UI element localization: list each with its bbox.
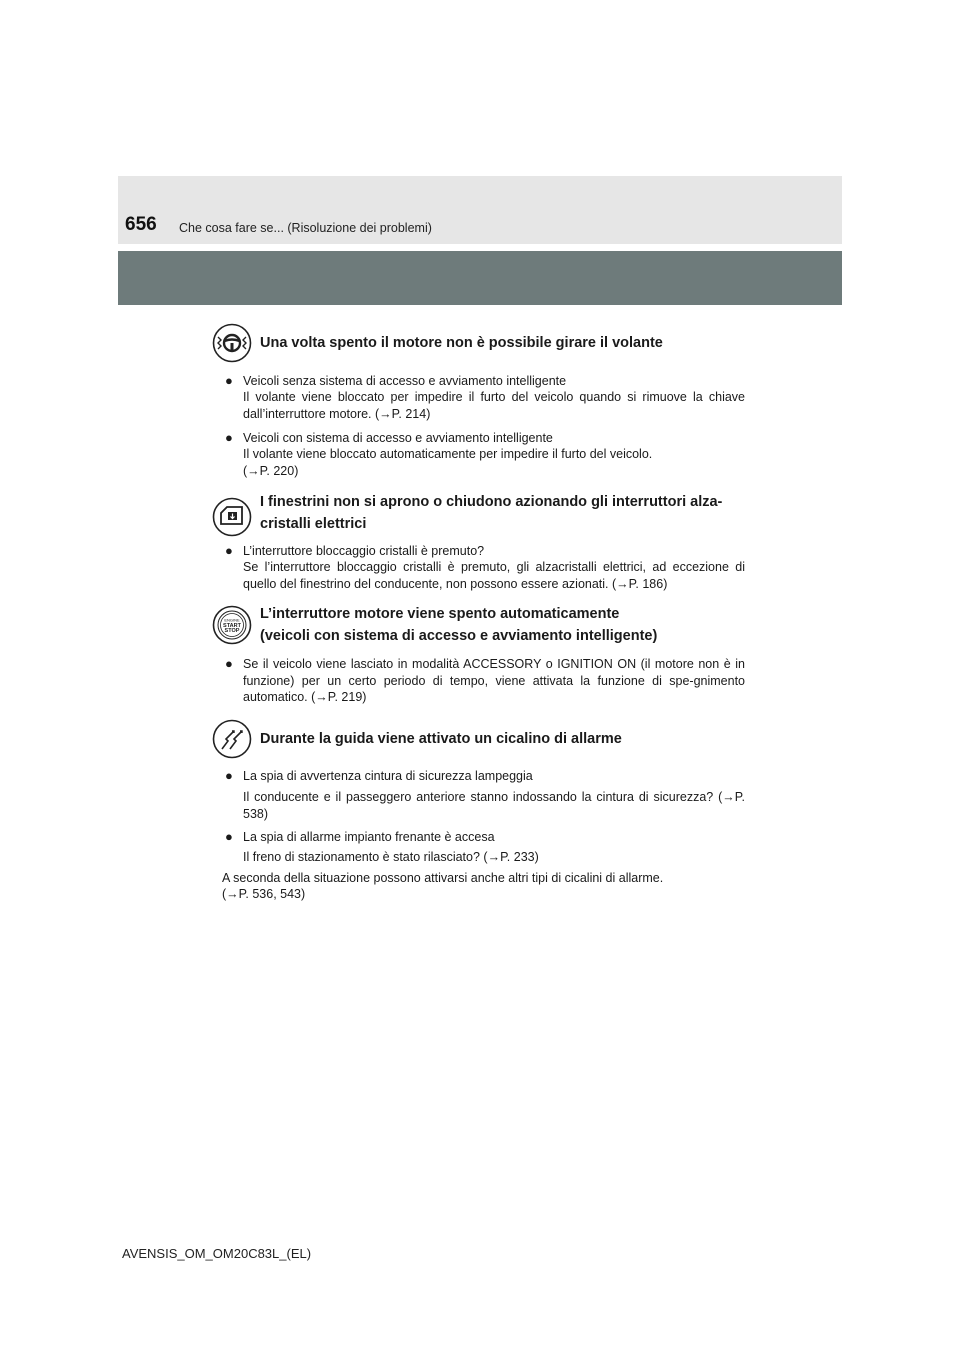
item-text: Il volante viene bloccato per impedire il furto del veicolo quando si rimuove la chiave dall’interruttore motore. (→P. 214) — [243, 390, 745, 421]
item-text: (→P. 220) — [243, 464, 299, 478]
item-text: Il freno di stazionamento è stato rilasciato? (→P. 233) — [243, 850, 539, 864]
engine-start-stop-icon — [212, 605, 252, 645]
section-heading: Durante la guida viene attivato un cicalino di allarme — [260, 731, 622, 747]
item-title: Veicoli senza sistema di accesso e avviamento intelligente — [243, 374, 567, 388]
section-heading: Una volta spento il motore non è possibile girare il volante — [260, 335, 663, 351]
svg-text:ENGINE: ENGINE — [224, 617, 240, 623]
item-text: Il conducente e il passeggero anteriore stanno indossando la cintura di sicurezza? (→P. 538) — [243, 790, 745, 821]
closing-reference: (→P. 536, 543) — [222, 887, 306, 901]
bullet-icon: ● — [225, 768, 233, 783]
svg-text:STOP: STOP — [224, 628, 240, 634]
steering-wheel-icon — [212, 323, 252, 363]
bullet-icon: ● — [225, 829, 233, 844]
bullet-icon: ● — [225, 373, 233, 388]
section-band — [118, 251, 842, 305]
page-number: 656 — [125, 214, 157, 235]
svg-text:START: START — [223, 622, 241, 629]
alarm-buzzer-icon — [212, 719, 252, 759]
item-text: Il volante viene bloccato automaticamente per impedire il furto del veicolo. — [243, 447, 653, 461]
item-title: La spia di avvertenza cintura di sicurezza lampeggia — [243, 769, 533, 783]
item-text: Se il veicolo viene lasciato in modalità ACCESSORY o IGNITION ON (il motore non è in funzione) per un certo periodo di tempo, viene attivata la funzione di spe-gnimento automatico. (→P. 219) — [243, 657, 745, 704]
bullet-icon: ● — [225, 543, 233, 558]
section-heading: I finestrini non si aprono o chiudono azionando gli interruttori alza-cristalli elettrici — [260, 494, 723, 532]
item-title: La spia di allarme impianto frenante è accesa — [243, 830, 495, 844]
closing-text: A seconda della situazione possono attivarsi anche altri tipi di cicalini di allarme. — [222, 871, 664, 885]
document-code: AVENSIS_OM_OM20C83L_(EL) — [122, 1246, 312, 1261]
bullet-icon: ● — [225, 430, 233, 445]
power-window-icon — [212, 497, 252, 537]
item-text: Se l’interruttore bloccaggio cristalli è premuto, gli alzacristalli elettrici, ad eccezione di quello del finestrino del conducente, non possono essere azionati. (→P. 186) — [243, 560, 745, 591]
bullet-icon: ● — [225, 656, 233, 671]
item-title: L’interruttore bloccaggio cristalli è premuto? — [243, 544, 485, 558]
section-heading-line-1: L’interruttore motore viene spento automaticamente — [260, 606, 620, 622]
header-title: Che cosa fare se... (Risoluzione dei problemi) — [179, 221, 432, 235]
item-title: Veicoli con sistema di accesso e avviamento intelligente — [243, 431, 553, 445]
section-heading-line-2: (veicoli con sistema di accesso e avviamento intelligente) — [260, 628, 658, 644]
